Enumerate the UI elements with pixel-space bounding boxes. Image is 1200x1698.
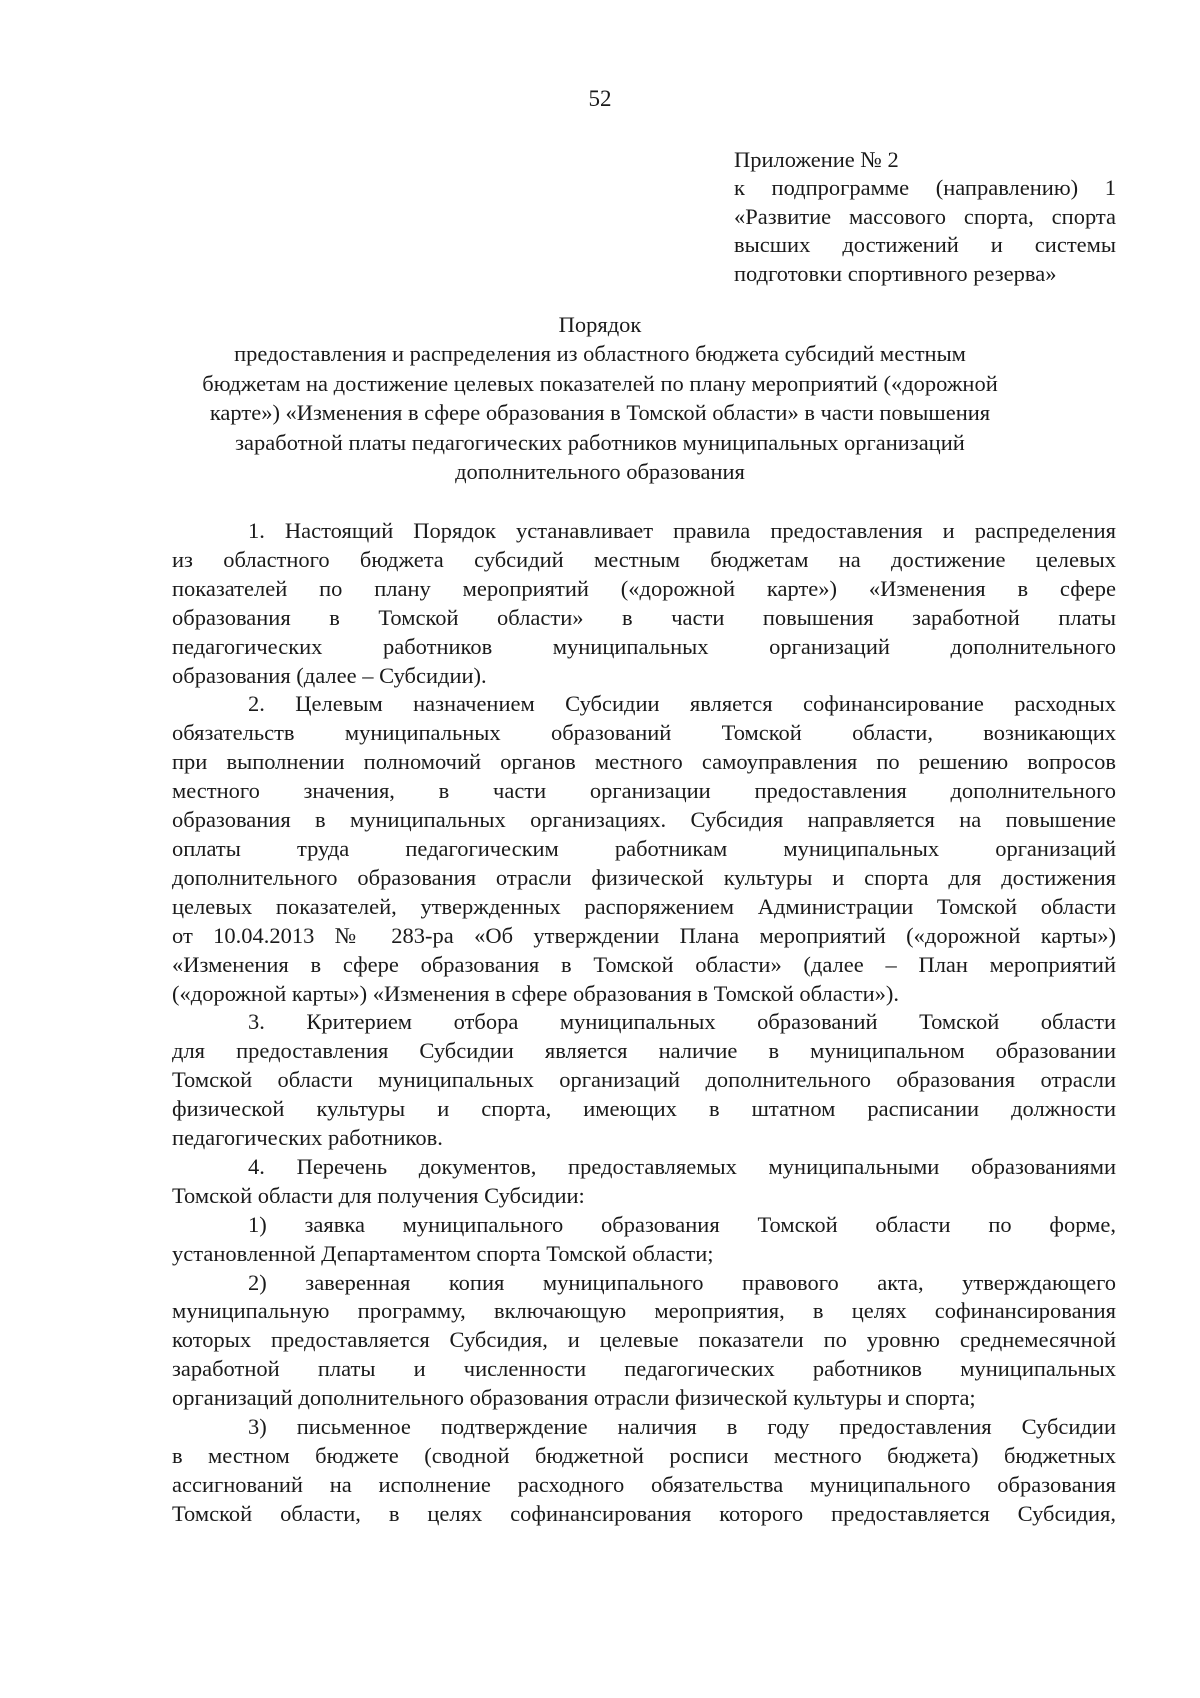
body-line: 2. Целевым назначением Субсидии является софинансирование расходных	[248, 691, 1116, 717]
page-number: 52	[588, 86, 612, 111]
body-line: дополнительного образования отрасли физической культуры и спорта для достижения	[172, 864, 1116, 890]
body-line: целевых показателей, утвержденных распоряжением Администрации Томской области	[172, 893, 1116, 919]
body-line: обязательств муниципальных образований Томской области, возникающих	[172, 720, 1116, 746]
body-line: педагогических работников муниципальных организаций дополнительного	[172, 633, 1116, 659]
title-line: дополнительного образования	[455, 459, 745, 485]
body-line: Томской области для получения Субсидии:	[172, 1182, 585, 1208]
body-line: установленной Департаментом спорта Томской области;	[172, 1240, 714, 1266]
body-line: 4. Перечень документов, предоставляемых муниципальными образованиями	[248, 1153, 1116, 1179]
body-line: образования в Томской области» в части повышения заработной платы	[172, 604, 1116, 630]
document-body	[172, 517, 1116, 1529]
body-line: 2) заверенная копия муниципального правового акта, утверждающего	[248, 1269, 1116, 1295]
appendix-heading	[734, 146, 1116, 288]
body-line: «Изменения в сфере образования в Томской области» (далее – План мероприятий	[172, 951, 1116, 977]
body-line: местного значения, в части организации предоставления дополнительного	[172, 778, 1116, 804]
appendix-line: высших достижений и системы	[734, 232, 1116, 258]
body-line: 3) письменное подтверждение наличия в году предоставления Субсидии	[248, 1414, 1116, 1440]
body-line: 1) заявка муниципального образования Томской области по форме,	[248, 1211, 1116, 1237]
body-line: при выполнении полномочий органов местного самоуправления по решению вопросов	[172, 749, 1116, 775]
body-line: 3. Критерием отбора муниципальных образований Томской области	[248, 1009, 1116, 1035]
title-line: карте») «Изменения в сфере образования в Томской области» в части повышения	[209, 400, 991, 426]
body-line: Томской области, в целях софинансирования которого предоставляется Субсидия,	[172, 1500, 1116, 1526]
body-line: образования в муниципальных организациях. Субсидия направляется на повышение	[172, 807, 1116, 833]
body-line: физической культуры и спорта, имеющих в штатном расписании должности	[172, 1096, 1116, 1122]
body-line: ассигнований на исполнение расходного обязательства муниципального образования	[172, 1471, 1116, 1497]
body-line: Томской области муниципальных организаций дополнительного образования отрасли	[172, 1067, 1116, 1093]
body-line: от 10.04.2013 № 283-ра «Об утверждении Плана мероприятий («дорожной карты»)	[172, 922, 1116, 948]
body-line: заработной платы и численности педагогических работников муниципальных	[172, 1356, 1116, 1382]
body-line: показателей по плану мероприятий («дорожной карте») «Изменения в сфере	[172, 575, 1116, 601]
title-heading: Порядок	[558, 312, 642, 337]
title-line: бюджетам на достижение целевых показателей по плану мероприятий («дорожной	[202, 370, 998, 396]
body-line: 1. Настоящий Порядок устанавливает правила предоставления и распределения	[248, 518, 1116, 543]
body-line: («дорожной карты») «Изменения в сфере образования в Томской области»).	[172, 980, 899, 1006]
document-title	[150, 310, 1050, 486]
body-line: в местном бюджете (сводной бюджетной росписи местного бюджета) бюджетных	[172, 1443, 1116, 1468]
appendix-line: «Развитие массового спорта, спорта	[734, 203, 1116, 229]
body-line: которых предоставляется Субсидия, и целевые показатели по уровню среднемесячной	[172, 1327, 1116, 1353]
title-line: предоставления и распределения из областного бюджета субсидий местным	[234, 341, 966, 367]
appendix-line: подготовки спортивного резерва»	[734, 260, 1057, 286]
appendix-line: Приложение № 2	[734, 147, 899, 172]
body-line: муниципальную программу, включающую мероприятия, в целях софинансирования	[172, 1298, 1116, 1324]
body-line: из областного бюджета субсидий местным бюджетам на достижение целевых	[172, 546, 1116, 572]
body-line: педагогических работников.	[172, 1125, 443, 1151]
body-line: организаций дополнительного образования отрасли физической культуры и спорта;	[172, 1385, 976, 1411]
body-line: для предоставления Субсидии является наличие в муниципальном образовании	[172, 1038, 1116, 1064]
title-line: заработной платы педагогических работников муниципальных организаций	[235, 429, 965, 455]
body-line: образования (далее – Субсидии).	[172, 662, 487, 688]
body-line: оплаты труда педагогическим работникам муниципальных организаций	[172, 835, 1116, 861]
appendix-line: к подпрограмме (направлению) 1	[734, 175, 1116, 201]
